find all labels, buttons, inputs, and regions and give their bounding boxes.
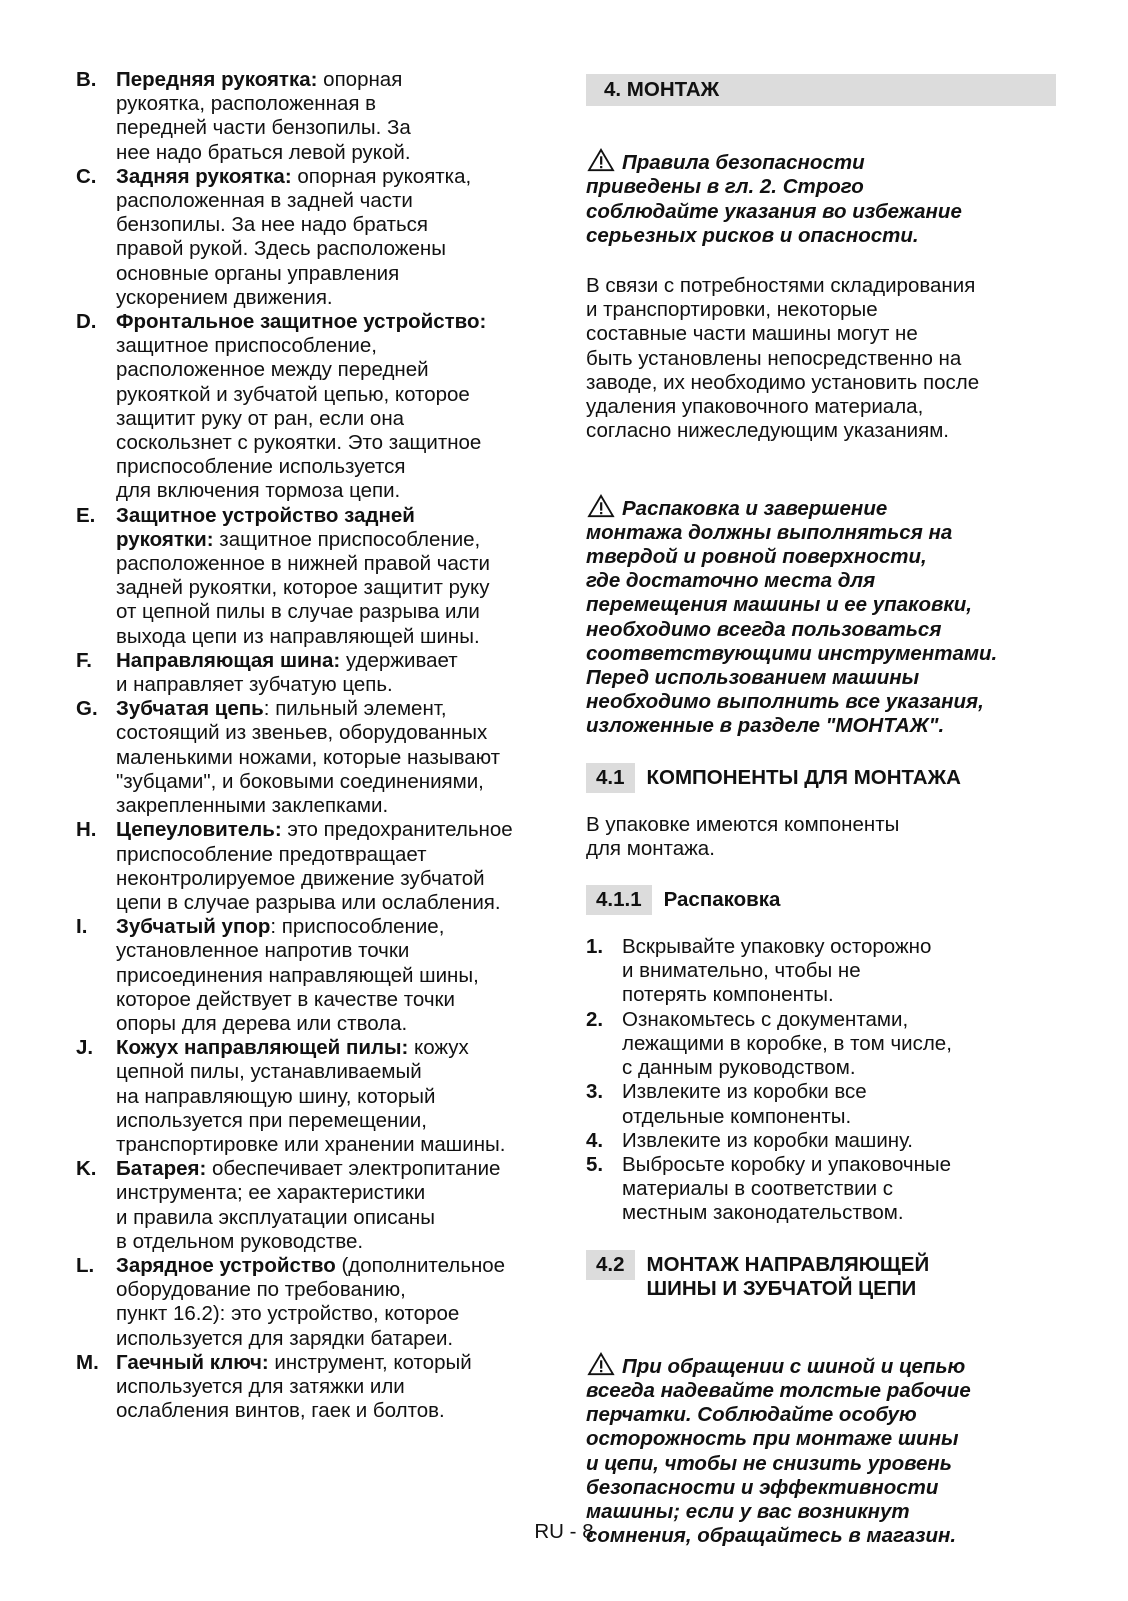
subsection-title: МОНТАЖ НАПРАВЛЯЮЩЕЙ ШИНЫ И ЗУБЧАТОЙ ЦЕПИ — [646, 1252, 930, 1300]
definition-body — [116, 649, 546, 697]
definition-term: Зубчатая цепь — [116, 697, 264, 721]
step-number: 5. — [586, 1152, 604, 1176]
warning-text: Правила безопасности приведены в гл. 2. Строго соблюдайте указания во избежание серьезных рисков и опасности. — [586, 151, 962, 247]
definition-item — [76, 915, 546, 1036]
step-text: Извлеките из коробки все отдельные компоненты. — [622, 1080, 867, 1128]
definition-term: Фронтальное защитное устройство: — [116, 310, 487, 334]
definition-body — [116, 1351, 546, 1424]
definition-text: опорная рукоятка, расположенная в передней части бензопилы. За нее надо браться левой рукой. — [116, 68, 411, 164]
definition-text: инструмент, который используется для затяжки или ослабления винтов, гаек и болтов. — [116, 1350, 472, 1423]
definition-item — [76, 697, 546, 818]
definition-item — [76, 310, 546, 504]
step-text: Извлеките из коробки машину. — [622, 1128, 914, 1152]
definition-letter: B. — [76, 68, 97, 91]
page-number: RU - 8 — [534, 1520, 594, 1543]
definition-item — [76, 649, 546, 697]
step-text: Выбросьте коробку и упаковочные материалы в соответствии с местным законодательством. — [622, 1152, 952, 1225]
definition-text: (дополнительное оборудование по требованию, пункт 16.2): это устройство, которое используется для зарядки батареи. — [116, 1253, 506, 1350]
safety-warning — [586, 124, 1056, 248]
step-item — [586, 1008, 1056, 1081]
warning-triangle-icon — [586, 1352, 616, 1376]
definition-text: защитное приспособление, расположенное между передней рукояткой и зубчатой цепью, которое защитит руку от ран, если она соскользнет с рукоятки. Это защитное приспособление используется для включения тормоза цепи. — [116, 334, 482, 503]
definitions-column — [76, 68, 546, 1423]
definition-item — [76, 1036, 546, 1157]
definition-letter: M. — [76, 1350, 99, 1374]
definition-letter: I. — [76, 915, 88, 939]
warning-triangle-icon — [586, 148, 616, 172]
step-number: 3. — [586, 1080, 604, 1104]
definition-text: это предохранительное приспособление предотвращает неконтролируемое движение зубчатой цепи в случае разрыва или ослабления. — [116, 818, 513, 914]
subsection-4-1-1-heading — [586, 885, 1056, 915]
definition-letter: J. — [76, 1036, 94, 1060]
definition-text: : пильный элемент, состоящий из звеньев, оборудованных маленькими ножами, которые называют "зубцами", и боковыми соединениями, закрепленными заклепками. — [116, 697, 501, 818]
subsection-number: 4.1 — [586, 763, 635, 793]
definition-term: Передняя рукоятка: — [116, 68, 318, 91]
definition-body — [116, 310, 546, 504]
step-text: Ознакомьтесь с документами, лежащими в коробке, в том числе, с данным руководством. — [622, 1007, 952, 1080]
definition-term: Кожух направляющей пилы: — [116, 1036, 409, 1060]
definition-term: Защитное устройство задней рукоятки: — [116, 503, 415, 551]
components-paragraph: В упаковке имеются компоненты для монтажа. — [586, 812, 900, 860]
subsection-number: 4.2 — [586, 1250, 635, 1280]
definition-term: Зубчатый упор — [116, 915, 271, 939]
definition-body — [116, 1157, 546, 1254]
definition-term: Цепеуловитель: — [116, 818, 282, 842]
definition-letter: H. — [76, 818, 97, 842]
definition-body — [116, 1036, 546, 1157]
warning-text: При обращении с шиной и цепью всегда надевайте толстые рабочие перчатки. Соблюдайте особую осторожность при монтаже шины и цепи, чтобы не снизить уровень безопасности и эффективности машины; если у вас возникнут сомнения, обращайтесь в магазин. — [586, 1354, 971, 1548]
definition-body — [116, 818, 546, 915]
definition-body — [116, 504, 546, 649]
definition-item — [76, 1254, 546, 1351]
definition-text: защитное приспособление, расположенное в нижней правой части задней рукоятки, которое защитит руку от цепной пилы в случае разрыва или выхода цепи из направляющей шины. — [116, 527, 490, 648]
gloves-warning — [586, 1328, 1056, 1549]
subsection-4-1-heading — [586, 763, 1056, 793]
step-number: 4. — [586, 1128, 604, 1152]
assembly-column — [586, 68, 1056, 1548]
subsection-title: КОМПОНЕНТЫ ДЛЯ МОНТАЖА — [646, 765, 961, 789]
step-number: 1. — [586, 935, 604, 959]
definition-item — [76, 504, 546, 649]
subsection-4-2-heading — [586, 1250, 1056, 1304]
definition-body — [116, 68, 546, 165]
definition-term: Гаечный ключ: — [116, 1350, 269, 1374]
definition-term: Зарядное устройство — [116, 1253, 336, 1277]
definition-text: опорная рукоятка, расположенная в задней части бензопилы. За нее надо браться правой рукой. Здесь расположены основные органы управления ускорением движения. — [116, 164, 472, 309]
definition-text: : приспособление, установленное напротив точки присоединения направляющей шины, которое действует в качестве точки опоры для дерева или ствола. — [116, 915, 479, 1035]
unpacking-warning — [586, 469, 1056, 738]
step-item — [586, 935, 1056, 1008]
definition-term: Батарея: — [116, 1157, 207, 1181]
warning-text: Распаковка и завершение монтажа должны выполняться на твердой и ровной поверхности, где достаточно места для перемещения машины и ее упаковки, необходимо всегда пользоваться соответствующими инструментами. Перед использованием машины необходимо выполнить все указания, изложенные в разделе "МОНТАЖ". — [586, 496, 998, 738]
definition-letter: L. — [76, 1253, 95, 1277]
step-item — [586, 1129, 1056, 1153]
storage-paragraph: В связи с потребностями складирования и транспортировки, некоторые составные части машины могут не быть установлены непосредственно на заводе, их необходимо установить после удаления упаковочного материала, согласно нижеследующим указаниям. — [586, 274, 980, 443]
step-item — [586, 1153, 1056, 1226]
definition-body — [116, 165, 546, 310]
definition-letter: G. — [76, 697, 98, 721]
definition-text: кожух цепной пилы, устанавливаемый на направляющую шину, который используется при перемещении, транспортировке или хранении машины. — [116, 1036, 506, 1156]
warning-triangle-icon — [586, 494, 616, 518]
definition-letter: F. — [76, 648, 92, 672]
definition-item — [76, 165, 546, 310]
definition-text: обеспечивает электропитание инструмента; ее характеристики и правила эксплуатации описаны в отдельном руководстве. — [116, 1157, 501, 1253]
definition-item — [76, 1351, 546, 1424]
definition-term: Направляющая шина: — [116, 648, 341, 672]
definition-text: удерживает и направляет зубчатую цепь. — [116, 648, 458, 697]
definition-term: Задняя рукоятка: — [116, 164, 292, 188]
subsection-number: 4.1.1 — [586, 885, 652, 915]
definition-body — [116, 697, 546, 818]
unpacking-steps — [586, 935, 1056, 1225]
definition-item — [76, 1157, 546, 1254]
step-item — [586, 1080, 1056, 1128]
definition-letter: D. — [76, 310, 97, 334]
definition-item — [76, 68, 546, 165]
definition-body — [116, 1254, 546, 1351]
step-text: Вскрывайте упаковку осторожно и внимательно, чтобы не потерять компоненты. — [622, 935, 932, 1007]
definition-body — [116, 915, 546, 1036]
definitions-list — [76, 68, 546, 1423]
step-number: 2. — [586, 1007, 604, 1031]
definition-letter: C. — [76, 164, 97, 188]
section-title: 4. МОНТАЖ — [586, 74, 1056, 106]
definition-letter: E. — [76, 503, 96, 527]
subsection-title: Распаковка — [663, 888, 781, 912]
definition-letter: K. — [76, 1157, 97, 1181]
definition-item — [76, 818, 546, 915]
